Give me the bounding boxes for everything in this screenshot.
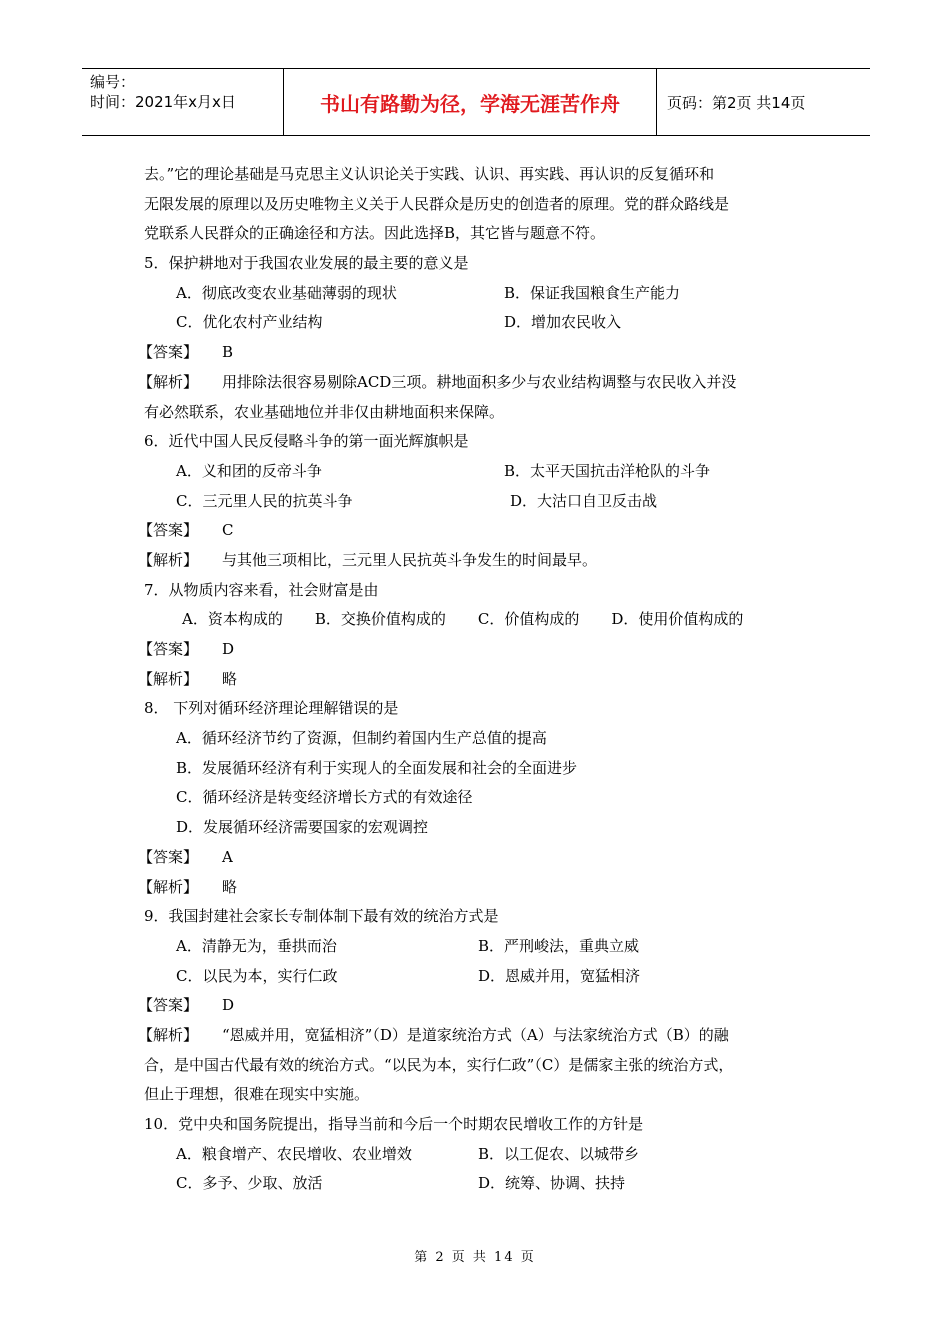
- question-10-stem: 10．党中央和国务院提出，指导当前和今后一个时期农民增收工作的方针是: [144, 1115, 644, 1133]
- answer-label: 【答案】: [138, 343, 199, 362]
- analysis-label: 【解析】: [138, 669, 199, 688]
- question-7-stem: 7．从物质内容来看，社会财富是由: [144, 580, 379, 599]
- analysis-text: 略: [222, 669, 238, 688]
- question-7-answer: [138, 635, 824, 665]
- question-7-options-row: [144, 605, 824, 635]
- option-b: B．交换价值构成的: [314, 610, 446, 629]
- analysis-text: 用排除法很容易剔除ACD三项。耕地面积多少与农业结构调整与农民收入并没: [222, 372, 737, 391]
- intro-line: 无限发展的原理以及历史唯物主义关于人民群众是历史的创造者的原理。党的群众路线是: [144, 194, 730, 213]
- question-5-answer: [138, 338, 824, 368]
- question-9-answer: [138, 991, 824, 1021]
- option-b: B．太平天国抗击洋枪队的斗争: [504, 461, 711, 480]
- option-a: A．循环经济节约了资源，但制约着国内生产总值的提高: [176, 729, 547, 748]
- answer-value: A: [222, 847, 233, 866]
- header-slogan: 书山有路勤为径，学海无涯苦作舟: [284, 69, 657, 135]
- option-c: C．三元里人民的抗英斗争: [176, 491, 353, 510]
- analysis-continuation: 有必然联系，农业基础地位并非仅由耕地面积来保障。: [144, 402, 505, 421]
- question-8-stem: 8． 下列对循环经济理论理解错误的是: [144, 699, 399, 718]
- analysis-label: 【解析】: [138, 1025, 199, 1044]
- code-label: 编号：: [90, 73, 136, 91]
- header-info: [82, 69, 284, 135]
- option-a: A．义和团的反帝斗争: [176, 461, 322, 480]
- answer-label: 【答案】: [138, 847, 199, 866]
- option-b: B．严刑峻法，重典立威: [478, 936, 640, 955]
- document-body: [138, 160, 824, 1199]
- analysis-label: 【解析】: [138, 550, 199, 569]
- option-c: C．价值构成的: [477, 610, 580, 629]
- question-5-analysis: [138, 368, 824, 398]
- page-header: [82, 68, 870, 136]
- analysis-text: 与其他三项相比，三元里人民抗英斗争发生的时间最早。: [222, 550, 598, 569]
- question-7-analysis: [138, 665, 824, 695]
- answer-label: 【答案】: [138, 521, 199, 540]
- answer-value: B: [222, 343, 234, 362]
- date-label: 时间：2021年x月x日: [90, 93, 236, 111]
- question-9-options-row: [144, 962, 824, 992]
- option-c: C．循环经济是转变经济增长方式的有效途径: [176, 788, 473, 807]
- analysis-text: 略: [222, 877, 238, 896]
- option-b: B．保证我国粮食生产能力: [504, 283, 681, 302]
- answer-value: D: [222, 640, 235, 658]
- answer-value: C: [222, 521, 234, 540]
- option-d: D．使用价值构成的: [611, 610, 744, 629]
- question-10-options-row: [144, 1140, 824, 1170]
- question-5-options-row: [144, 308, 824, 338]
- question-9-analysis: [138, 1021, 824, 1051]
- question-6-answer: [138, 516, 824, 546]
- question-9-options-row: [144, 932, 824, 962]
- answer-value: D: [222, 996, 235, 1015]
- option-c: C．多予、少取、放活: [176, 1174, 323, 1193]
- analysis-label: 【解析】: [138, 877, 199, 896]
- option-b: B．以工促农、以城带乡: [478, 1144, 640, 1163]
- question-5-options-row: [144, 279, 824, 309]
- question-5-stem: 5．保护耕地对于我国农业发展的最主要的意义是: [144, 254, 469, 273]
- header-page-info: 页码：第2页 共14页: [667, 93, 806, 112]
- question-9-stem: 9．我国封建社会家长专制体制下最有效的统治方式是: [144, 907, 499, 926]
- intro-line: 去。”它的理论基础是马克思主义认识论关于实践、认识、再实践、再认识的反复循环和: [144, 165, 715, 183]
- question-8-answer: [138, 843, 824, 873]
- answer-label: 【答案】: [138, 996, 199, 1015]
- analysis-continuation: 合，是中国古代最有效的统治方式。“以民为本，实行仁政”（C）是儒家主张的统治方式，: [144, 1055, 734, 1074]
- option-d: D．统筹、协调、扶持: [478, 1174, 626, 1193]
- option-b: B．发展循环经济有利于实现人的全面发展和社会的全面进步: [176, 758, 578, 777]
- question-6-options-row: [144, 457, 824, 487]
- answer-label: 【答案】: [138, 640, 199, 658]
- option-a: A．彻底改变农业基础薄弱的现状: [176, 283, 397, 302]
- option-a: A．粮食增产、农民增收、农业增效: [176, 1144, 412, 1163]
- analysis-continuation: 但止于理想，很难在现实中实施。: [144, 1085, 370, 1104]
- question-6-options-row: [144, 487, 824, 517]
- question-6-analysis: [138, 546, 824, 576]
- analysis-label: 【解析】: [138, 372, 199, 391]
- question-6-stem: 6．近代中国人民反侵略斗争的第一面光辉旗帜是: [144, 432, 469, 451]
- question-10-options-row: [144, 1169, 824, 1199]
- option-d: D．增加农民收入: [504, 313, 622, 332]
- analysis-text: “恩威并用，宽猛相济”（D）是道家统治方式（A）与法家统治方式（B）的融: [222, 1025, 729, 1044]
- option-a: A．资本构成的: [182, 610, 283, 629]
- intro-line: 党联系人民群众的正确途径和方法。因此选择B，其它皆与题意不符。: [144, 224, 606, 243]
- question-8-analysis: [138, 873, 824, 903]
- option-a: A．清静无为，垂拱而治: [176, 936, 337, 955]
- page-footer: 第 2 页 共 14 页: [414, 1250, 536, 1265]
- option-c: C．以民为本，实行仁政: [176, 966, 338, 985]
- option-d: D．发展循环经济需要国家的宏观调控: [176, 818, 429, 837]
- option-c: C．优化农村产业结构: [176, 313, 323, 332]
- option-d: D．大沽口自卫反击战: [510, 491, 658, 510]
- option-d: D．恩威并用，宽猛相济: [478, 966, 641, 985]
